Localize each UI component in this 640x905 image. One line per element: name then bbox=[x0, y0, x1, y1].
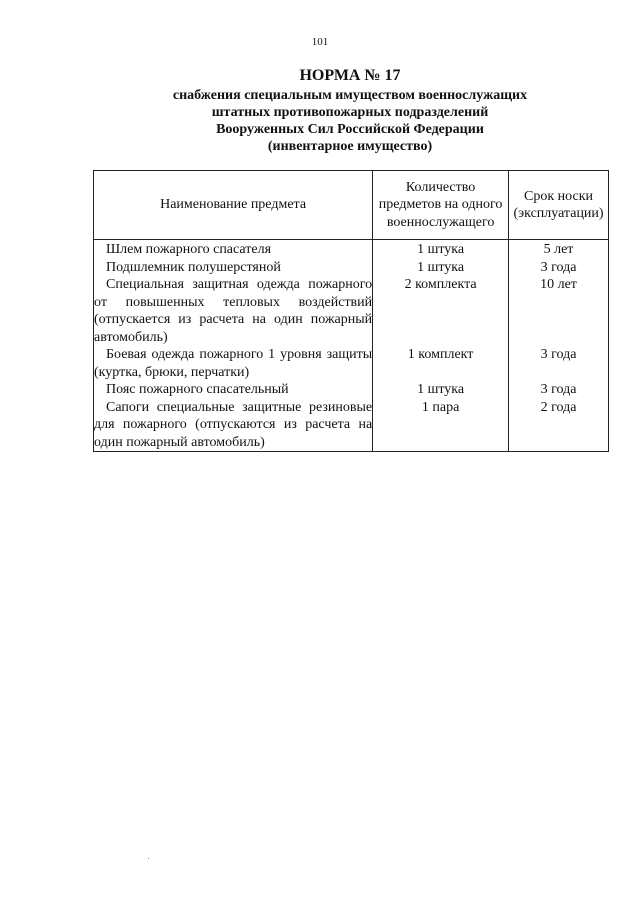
table-row bbox=[94, 346, 609, 381]
table-row bbox=[94, 259, 609, 277]
norm-number-heading: НОРМА № 17 bbox=[299, 67, 401, 84]
item-wear-term: 3 года bbox=[509, 346, 609, 381]
item-name: Специальная защитная одежда пожарного от повышенных тепловых воздействий (отпускается из расчета на один пожарный автомобиль) bbox=[94, 277, 373, 345]
table-row bbox=[94, 399, 609, 452]
norm-table bbox=[93, 170, 609, 452]
table-row bbox=[94, 276, 609, 346]
item-quantity: 2 комплекта bbox=[373, 276, 509, 346]
table-row bbox=[94, 240, 609, 259]
header-quantity: Количество предметов на одного военнослужащего bbox=[373, 171, 509, 240]
table-row bbox=[94, 381, 609, 399]
page-number: 101 bbox=[311, 36, 329, 48]
item-quantity: 1 комплект bbox=[373, 346, 509, 381]
item-quantity: 1 штука bbox=[373, 259, 509, 277]
title-line: (инвентарное имущество) bbox=[267, 139, 433, 154]
item-quantity: 1 пара bbox=[373, 399, 509, 452]
item-wear-term: 3 года bbox=[509, 381, 609, 399]
header-wear-term: Срок носки (эксплуатации) bbox=[509, 171, 609, 240]
item-wear-term: 5 лет bbox=[509, 240, 609, 259]
item-name: Подшлемник полушерстяной bbox=[94, 259, 373, 277]
title-line: штатных противопожарных подразделений bbox=[211, 105, 489, 120]
item-name: Пояс пожарного спасательный bbox=[94, 381, 373, 399]
item-name: Шлем пожарного спасателя bbox=[94, 240, 373, 259]
item-wear-term: 3 года bbox=[509, 259, 609, 277]
item-quantity: 1 штука bbox=[373, 381, 509, 399]
table-header-row bbox=[94, 171, 609, 240]
item-name: Боевая одежда пожарного 1 уровня защиты (куртка, брюки, перчатки) bbox=[94, 347, 373, 380]
item-quantity: 1 штука bbox=[373, 240, 509, 259]
item-wear-term: 2 года bbox=[509, 399, 609, 452]
item-name: Сапоги специальные защитные резиновые для пожарного (отпускаются из расчета на один пожарный автомобиль) bbox=[94, 399, 373, 450]
title-line: Вооруженных Сил Российской Федерации bbox=[216, 122, 484, 137]
document-title bbox=[100, 66, 600, 155]
title-line: снабжения специальным имуществом военнослужащих bbox=[172, 88, 528, 103]
item-wear-term: 10 лет bbox=[509, 276, 609, 346]
header-item-name: Наименование предмета bbox=[94, 171, 373, 240]
scan-speck bbox=[148, 858, 149, 859]
